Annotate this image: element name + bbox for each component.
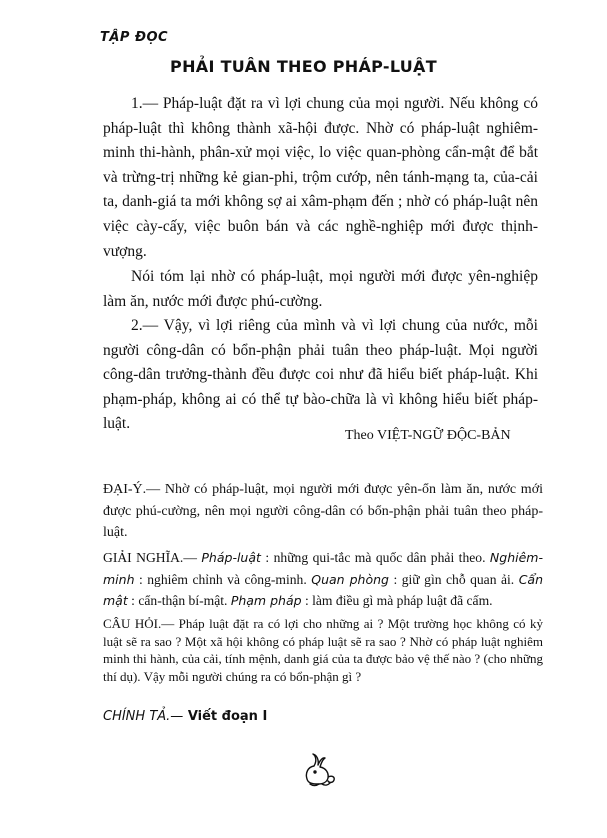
reading-paragraph-2: Nói tóm lại nhờ có pháp-luật, mọi người mới được yên-nghiệp làm ăn, nước mới được phú-cường. xyxy=(103,268,538,310)
glossary-definition: : làm điều gì mà pháp luật đã cấm. xyxy=(301,593,493,608)
chinh-ta-section xyxy=(103,709,267,724)
dai-y-label: ĐẠI-Ý.— xyxy=(103,482,161,497)
cau-hoi-label: CÂU HỎI.— xyxy=(103,616,175,631)
lesson-title: PHẢI TUÂN THEO PHÁP-LUẬT xyxy=(170,57,437,76)
glossary-definition: : cẩn-thận bí-mật. xyxy=(127,593,228,608)
source-attribution: Theo VIỆT-NGỮ ĐỘC-BẢN xyxy=(345,428,511,443)
reading-paragraph-1: 1.— Pháp-luật đặt ra vì lợi chung của mọi người. Nếu không có pháp-luật thì không thành xã-hội được. Nhờ có pháp-luật nghiêm-minh thi-hành, phân-xử mọi việc, lo việc quan-phòng cẩn-mật để bắt và trừng-trị những kẻ gian-phi, trộm cướp, nên tánh-mạng ta, của-cải ta, danh-giá ta mới không sợ ai xâm-phạm đến ; nhờ có pháp-luật nên việc cày-cấy, việc buôn bán và các nghề-nghiệp mới được thịnh-vượng. xyxy=(103,95,538,260)
chinh-ta-value: Viết đoạn I xyxy=(183,709,268,724)
glossary-term: Cẩn mật xyxy=(103,571,543,608)
rabbit-icon xyxy=(301,753,339,787)
glossary-term: Pháp-luật xyxy=(201,550,261,565)
glossary-definition: : những qui-tắc mà quốc dân phải theo. xyxy=(260,550,486,565)
section-label: TẬP ĐỌC xyxy=(100,30,169,45)
glossary-term: Nghiêm-minh xyxy=(103,550,543,587)
glossary-term: Quan phòng xyxy=(311,571,389,587)
chinh-ta-label: CHÍNH TẢ.— xyxy=(103,709,184,724)
glossary-term: Phạm pháp xyxy=(230,593,302,608)
reading-paragraph-3: 2.— Vậy, vì lợi riêng của mình và vì lợi chung của nước, mỗi người công-dân có bổn-phận phải tuân theo pháp-luật. Mọi người công-dân trưởng-thành đều được coi như đã hiểu biết pháp-luật. Khi phạm-pháp, không ai có thể tự bào-chữa là vì không hiểu biết pháp-luật. xyxy=(103,317,538,433)
giai-nghia-label: GIẢI NGHĨA.— xyxy=(103,550,197,565)
cau-hoi-text: Pháp luật đặt ra có lợi cho những ai ? Một trường học không có kỷ luật sẽ ra sao ? Một xã hội không có pháp luật sẽ ra sao ? Nhờ có pháp luật nghiêm minh thi hành, của cải, tính mệnh, danh giá của ta được bảo vệ thế nào ? (cho những thí dụ). Vậy mỗi người chúng ra có bổn-phận gì ? xyxy=(103,616,543,684)
dai-y-section xyxy=(103,479,543,544)
giai-nghia-section xyxy=(103,547,543,612)
glossary-definition: : nghiêm chỉnh và công-minh. xyxy=(134,571,307,587)
glossary-definition: : giữ gìn chỗ quan ải. xyxy=(389,571,515,587)
cau-hoi-section xyxy=(103,615,543,685)
dai-y-text: Nhờ có pháp-luật, mọi người mới được yên-ổn làm ăn, nước mới được phú-cường, nên mọi người công-dân có bổn-phận phải tuân theo pháp-luật. xyxy=(103,482,543,540)
